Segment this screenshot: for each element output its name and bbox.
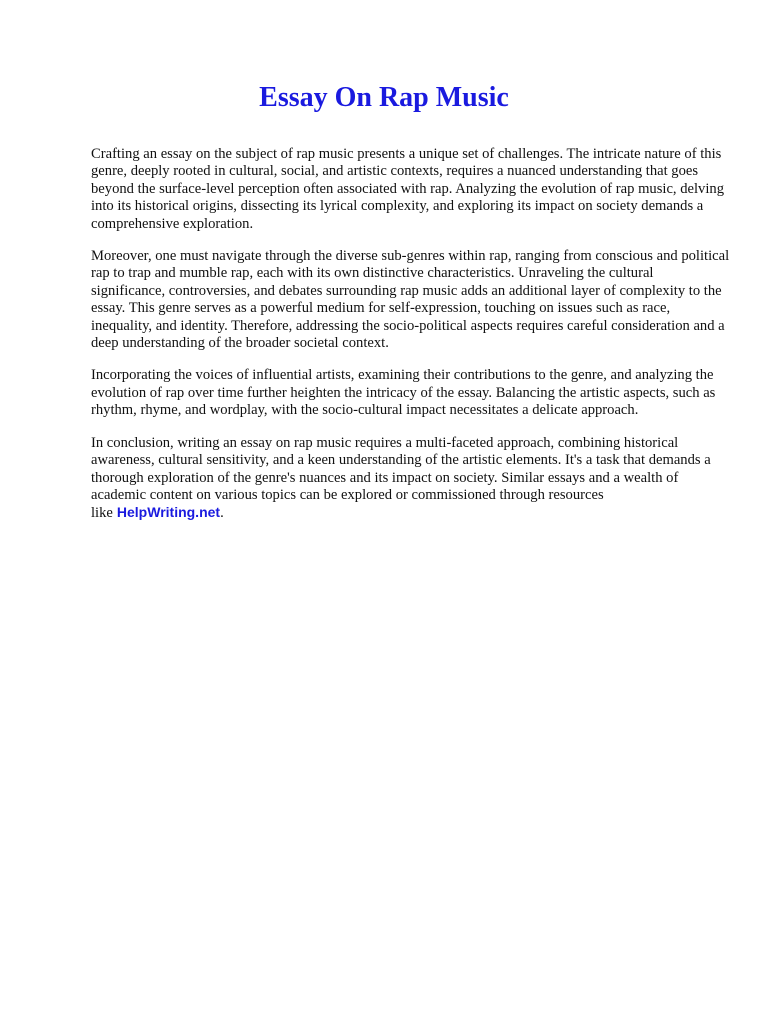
page-title: Essay On Rap Music xyxy=(259,82,509,113)
conclusion-period: . xyxy=(220,505,224,522)
paragraph-conclusion xyxy=(91,435,731,523)
paragraph-2: Moreover, one must navigate through the diverse sub-genres within rap, ranging from conscious and political rap to trap and mumble rap, each with its own distinctive characteristics. Unraveling the cultural significance, controversies, and debates surrounding rap music adds an additional layer of complexity to the essay. This genre serves as a powerful medium for self-expression, touching on issues such as race, inequality, and identity. Therefore, addressing the socio-political aspects requires careful consideration and a deep understanding of the broader societal context. xyxy=(91,248,730,352)
helpwriting-link[interactable]: HelpWriting.net xyxy=(116,504,221,521)
paragraph-3: Incorporating the voices of influential artists, examining their contributions to the genre, and analyzing the evolution of rap over time further heighten the intricacy of the essay. Balancing the artistic aspects, such as rhythm, rhyme, and wordplay, with the socio-cultural impact necessitates a delicate approach. xyxy=(91,367,716,419)
paragraph-1: Crafting an essay on the subject of rap music presents a unique set of challenges. The intricate nature of this genre, deeply rooted in cultural, social, and artistic contexts, requires a nuanced understanding that goes beyond the surface-level perception often associated with rap. Analyzing the evolution of rap music, delving into its historical origins, dissecting its lyrical complexity, and exploring its impact on society demands a comprehensive exploration. xyxy=(91,146,725,232)
conclusion-text: In conclusion, writing an essay on rap music requires a multi-faceted approach, combining historical awareness, cultural sensitivity, and a keen understanding of the artistic elements. It's a task that demands a thorough exploration of the genre's nuances and its impact on society. Similar essays and a wealth of academic content on various topics can be explored or commissioned through resources like xyxy=(91,434,711,522)
essay-body xyxy=(91,146,731,538)
